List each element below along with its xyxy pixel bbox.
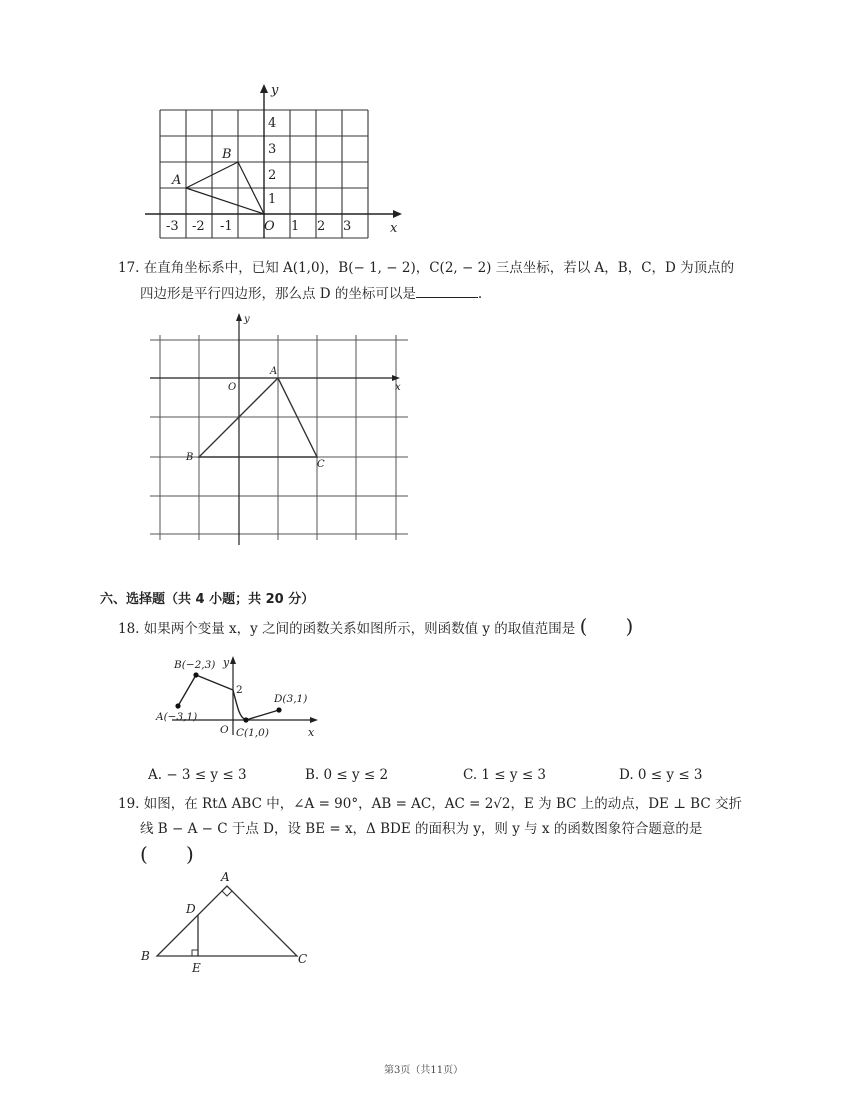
point-label-E: E [192,961,201,975]
question-18-stem: 18. 如果两个变量 x，y 之间的函数关系如图所示，则函数值 y 的取值范围是 [118,621,576,637]
x-axis-arrow [393,210,402,218]
tick-x-neg1: -1 [220,219,233,234]
axis-label-y: y [244,314,250,325]
axis-label-y: y [223,656,230,669]
point-label-C: C(1,0) [236,727,269,739]
page-number: 第3页（共11页） [384,1065,464,1076]
point-C [243,717,248,722]
tick-y-4: 4 [268,116,277,131]
figure-16-grid [140,80,410,240]
tick-y-3: 3 [268,142,277,157]
y-axis-arrow [260,84,268,93]
option-B[interactable]: B. 0 ≤ y ≤ 2 [305,767,389,783]
tick-label-2: 2 [236,684,243,696]
answer-parentheses[interactable]: ( ) [140,842,194,866]
axis-label-y: y [271,83,279,98]
right-angle-mark-E [192,950,198,956]
point-label-D: D(3,1) [274,693,308,705]
point-label-B: B [186,452,194,463]
tick-x-neg3: -3 [166,219,179,234]
question-17-line2 [140,284,482,303]
point-label-B: B [141,949,150,963]
origin-label: O [264,219,275,234]
point-label-A: A [172,173,182,188]
point-label-C: C [298,952,308,966]
figure-18-graph [150,650,325,745]
point-B [193,672,198,677]
point-label-A: A(−3,1) [156,711,198,723]
figure-17-grid [140,310,420,550]
question-17-text: 四边形是平行四边形，那么点 D 的坐标可以是 [140,286,416,302]
section-heading: 六、选择题（共 4 小题；共 20 分） [100,592,315,607]
axis-label-x: x [390,221,398,236]
question-17-line1: 17. 在直角坐标系中，已知 A(1,0)，B(− 1, − 2)，C(2, − 2) 三点坐标，若以 A，B，C，D 为顶点的 [118,260,735,276]
answer-blank[interactable] [416,284,478,298]
tick-x-1: 1 [291,219,300,234]
tick-x-3: 3 [343,219,352,234]
question-17-period: . [477,286,483,302]
origin-label: O [220,724,229,736]
answer-parentheses[interactable]: ( ) [579,614,634,638]
origin-label: O [228,382,237,393]
x-axis-arrow [310,717,318,723]
option-C[interactable]: C. 1 ≤ y ≤ 3 [463,767,547,783]
right-angle-mark-A [222,886,232,896]
tick-y-1: 1 [268,192,277,207]
function-graph-CD [246,710,279,720]
point-label-D: D [186,902,196,916]
point-label-C: C [317,459,325,470]
point-label-B: B(−2,3) [174,659,216,671]
option-A[interactable]: A. − 3 ≤ y ≤ 3 [148,767,247,783]
tick-x-2: 2 [317,219,326,234]
function-graph-AB [178,675,233,706]
question-18-text [118,616,633,638]
y-axis-arrow [230,656,236,664]
y-axis-arrow [236,313,242,321]
axis-label-x: x [308,726,315,739]
tick-y-2: 2 [268,168,277,183]
question-19-line1: 19. 如图，在 RtΔ ABC 中，∠A = 90°，AB = AC，AC = 2√2，E 为 BC 上的动点，DE ⊥ BC 交折 [118,796,742,812]
question-19-line2: 线 B − A − C 于点 D，设 BE = x，Δ BDE 的面积为 y，则 y 与 x 的函数图象符合题意的是 [140,821,703,837]
point-label-A: A [270,366,278,377]
point-label-A: A [221,870,230,884]
point-D [276,707,281,712]
axis-label-x: x [395,382,401,393]
point-label-B: B [222,147,232,162]
figure-19-triangle [135,862,320,977]
point-A [175,703,180,708]
option-D[interactable]: D. 0 ≤ y ≤ 3 [619,767,703,783]
tick-x-neg2: -2 [192,219,205,234]
